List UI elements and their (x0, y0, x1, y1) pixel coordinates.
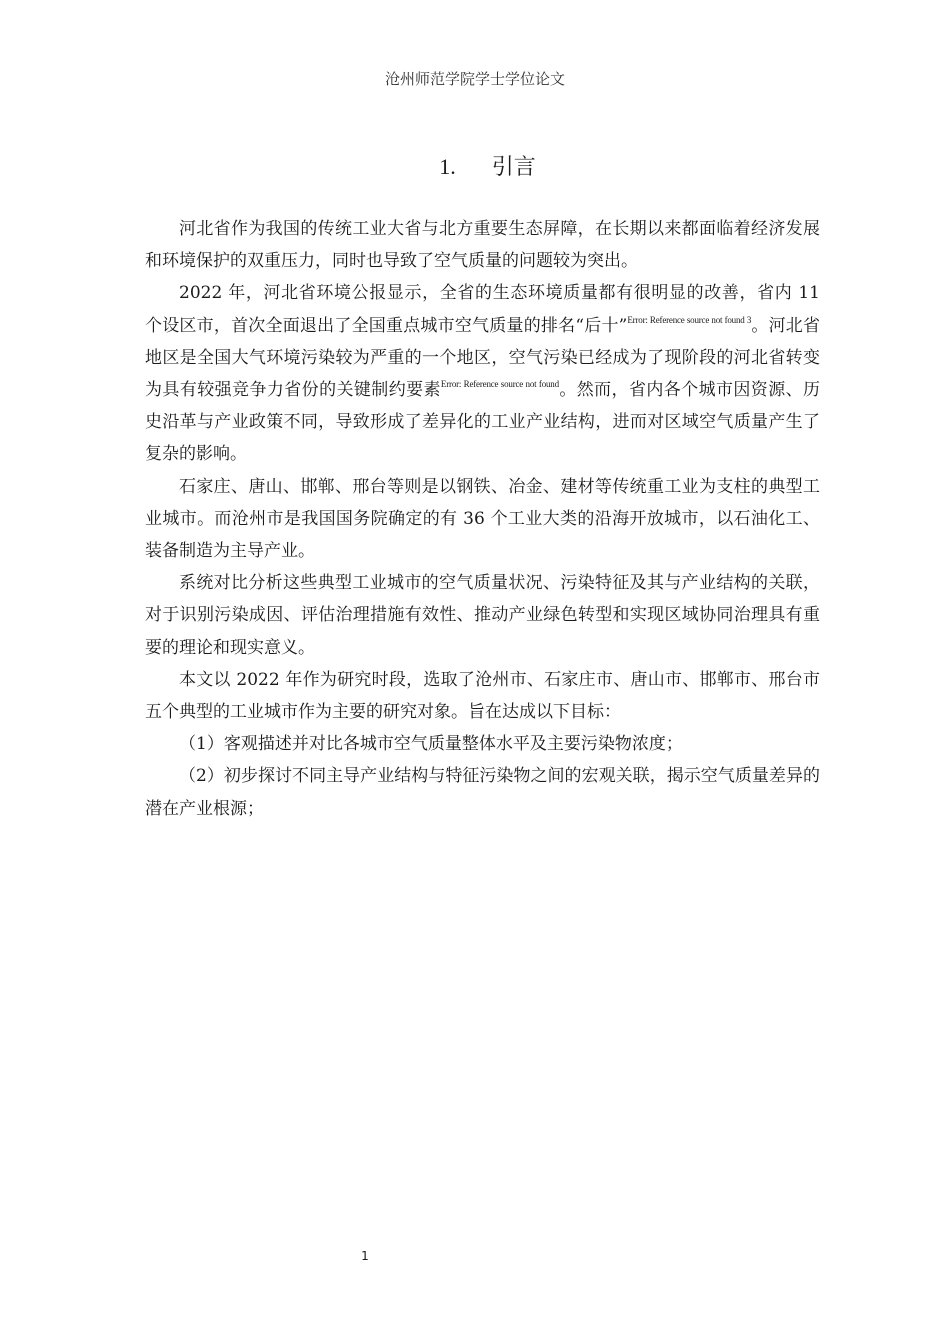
section-title (0, 150, 950, 181)
paragraph-2-part-b: 。河北省地区是全国大气环境污染较为严重的一个地区，空气污染已经成为了现阶段的河北省转变为具有较强竞争力省份的关键制约要素 (145, 315, 820, 401)
paragraph-3: 石家庄、唐山、邯郸、邢台等则是以钢铁、冶金、建材等传统重工业为支柱的典型工业城市。而沧州市是我国国务院确定的有 36 个工业大类的沿海开放城市，以石油化工、装备制造为主导产业。 (145, 476, 820, 562)
paragraph-2 (145, 277, 820, 470)
reference-error-1: Error: Reference source not found 3 (627, 314, 752, 325)
section-number: 1. (439, 154, 456, 179)
paragraph-2-part-a: 2022 年，河北省环境公报显示，全省的生态环境质量都有很明显的改善，省内 11 个设区市，首次全面退出了全国重点城市空气质量的排名“后十” (145, 283, 820, 336)
paragraph-1: 河北省作为我国的传统工业大省与北方重要生态屏障，在长期以来都面临着经济发展和环境保护的双重压力，同时也导致了空气质量的问题较为突出。 (145, 219, 820, 272)
paragraph-4: 系统对比分析这些典型工业城市的空气质量状况、污染特征及其与产业结构的关联，对于识别污染成因、评估治理措施有效性、推动产业绿色转型和实现区域协同治理具有重要的理论和现实意义。 (145, 573, 820, 658)
page-number: 1 (361, 1249, 369, 1263)
paragraph-7: （2）初步探讨不同主导产业结构与特征污染物之间的宏观关联，揭示空气质量差异的潜在产业根源； (145, 766, 820, 819)
body-text (145, 213, 820, 825)
paragraph-6: （1）客观描述并对比各城市空气质量整体水平及主要污染物浓度； (179, 734, 683, 755)
section-title-text: 引言 (491, 155, 536, 180)
running-header: 沧州师范学院学士学位论文 (384, 70, 565, 88)
paragraph-5: 本文以 2022 年作为研究时段，选取了沧州市、石家庄市、唐山市、邯郸市、邢台市五个典型的工业城市作为主要的研究对象。旨在达成以下目标： (145, 669, 820, 723)
reference-error-2: Error: Reference source not found (440, 379, 559, 390)
paragraph-2-part-c: 。然而，省内各个城市因资源、历史沿革与产业政策不同，导致形成了差异化的工业产业结构，进而对区域空气质量产生了复杂的影响。 (145, 380, 821, 465)
